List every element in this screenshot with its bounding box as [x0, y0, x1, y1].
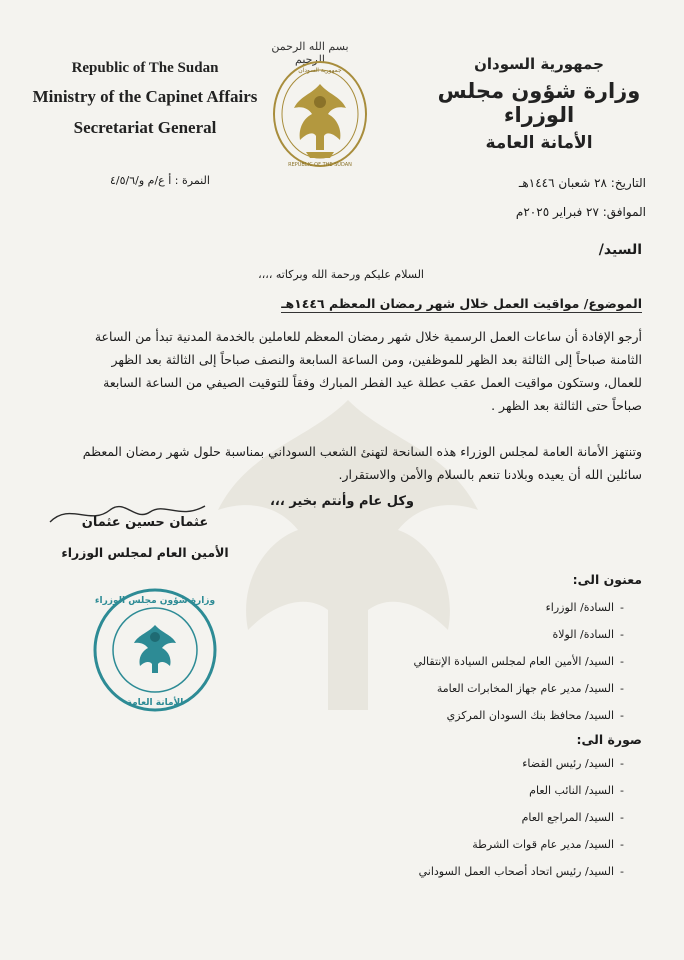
copy-item: -السيد/ المراجع العام: [521, 811, 624, 824]
closing-line: وكل عام وأنتم بخير ،،،: [269, 494, 414, 509]
copy-item: -السيد/ رئيس اتحاد أصحاب العمل السوداني: [418, 865, 624, 878]
english-secretariat: Secretariat General: [73, 118, 217, 137]
signatory-name: عثمان حسين عثمان: [81, 515, 209, 530]
emblem-bottom-text: REPUBLIC OF THE SUDAN: [288, 162, 352, 168]
date-hijri: التاريخ: ٢٨ شعبان ١٤٤٦هـ: [518, 176, 646, 190]
stamp-bottom-text: الأمانة العامة: [126, 698, 184, 708]
recipient-item: -السادة/ الولاة: [552, 628, 624, 641]
english-ministry: Ministry of the Capinet Affairs: [32, 87, 258, 106]
reference-number: النمرة : أ ع/م و/٤/٥/٦: [110, 174, 210, 187]
arabic-header: [424, 55, 654, 153]
paragraph-working-hours: أرجو الإفادة أن ساعات العمل الرسمية خلال شهر رمضان المعظم للعاملين بالخدمة المدنية تبدأ من الساعة الثامنة صباحاً إلى الثالثة بعد الظهر للموظفين، ومن الساعة السابعة والنصف صباحاً إلى الثالثة بعد الظهر للعمال، وستكون مواقيت العمل عقب عطلة عيد الفطر المبارك وفقاً للتوقيت الصيفي من الساعة السابعة صباحاً حتى الثالثة بعد الظهر .: [94, 329, 642, 413]
sudan-emblem: [270, 58, 370, 170]
official-stamp: [90, 585, 220, 715]
recipient-item: -السادة/ الوزراء: [545, 601, 624, 614]
arabic-secretariat: الأمانة العامة: [485, 133, 593, 153]
english-republic: Republic of The Sudan: [71, 60, 219, 76]
date-gregorian: الموافق: ٢٧ فبراير ٢٠٢٥م: [515, 205, 646, 219]
bismillah: بسم الله الرحمن الرحيم: [271, 40, 349, 66]
stamp-top-text: وزارة شؤون مجلس الوزراء: [94, 596, 216, 606]
recipient-item: -السيد/ الأمين العام لمجلس السيادة الإنتقالي: [413, 655, 624, 668]
copy-item: -السيد/ النائب العام: [529, 784, 624, 797]
signatory-title: الأمين العام لمجلس الوزراء: [61, 545, 229, 560]
copy-item: -السيد/ رئيس القضاء: [522, 757, 624, 770]
arabic-ministry: وزارة شؤون مجلس الوزراء: [437, 79, 641, 127]
recipient-item: -السيد/ مدير عام جهاز المخابرات العامة: [436, 682, 624, 695]
paragraph-greetings: وتنتهز الأمانة العامة لمجلس الوزراء هذه السانحة لتهنئ الشعب السوداني بمناسبة حلول شهر رمضان المعظم سائلين الله أن يعيده وبلادنا تنعم بالسلام والأمن والاستقرار.: [82, 444, 642, 482]
copies-heading: صورة الى:: [576, 732, 642, 747]
addressee: السيد/: [598, 242, 642, 258]
recipients-heading: معنون الى:: [572, 572, 642, 587]
emblem-top-text: جمهورية السودان: [298, 67, 342, 74]
greeting: السلام عليكم ورحمة الله وبركاته ،،،،: [258, 268, 424, 281]
arabic-republic: جمهورية السودان: [474, 55, 604, 73]
recipient-item: -السيد/ محافظ بنك السودان المركزي: [446, 709, 624, 722]
english-header: [30, 60, 260, 138]
copy-item: -السيد/ مدير عام قوات الشرطة: [472, 838, 624, 851]
subject-line: الموضوع/ مواقيت العمل خلال شهر رمضان المعظم ١٤٤٦هـ: [281, 296, 642, 311]
